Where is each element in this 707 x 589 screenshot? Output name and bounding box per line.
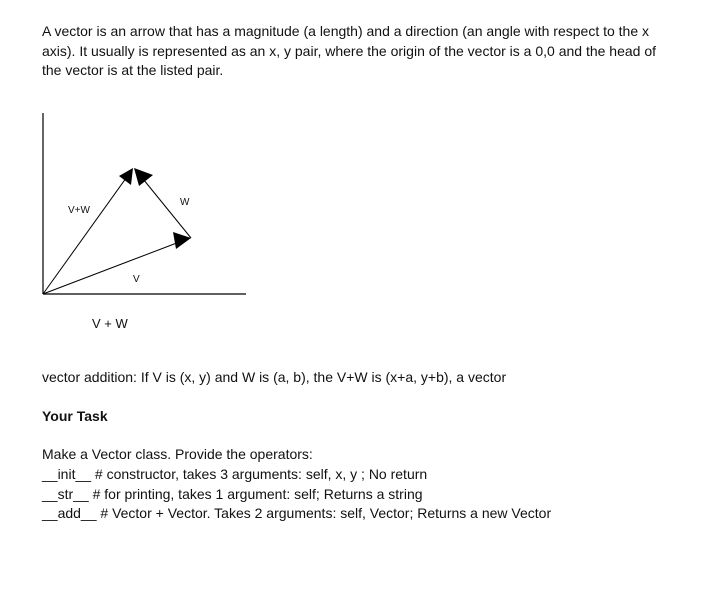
intro-paragraph: A vector is an arrow that has a magnitude (a length) and a direction (an angle with respect to the x axis). It usually is represented as an x, y pair, where the origin of the vector is a 0,0 and the head of the vector is at the listed pair. [42, 23, 657, 78]
vector-vw-arrowhead [119, 168, 133, 185]
operator-init: __init__ # constructor, takes 3 arguments: self, x, y ; No return [42, 466, 428, 482]
label-v: V [133, 274, 140, 285]
task-heading: Your Task [42, 408, 108, 424]
vector-w-arrowhead [134, 168, 153, 186]
vector-v-line [43, 241, 182, 294]
vector-addition-text: vector addition: If V is (x, y) and W is (a, b), the V+W is (x+a, y+b), a vector [42, 369, 507, 385]
label-w: W [180, 197, 190, 208]
label-vw: V+W [68, 205, 90, 216]
operator-add: __add__ # Vector + Vector. Takes 2 arguments: self, Vector; Returns a new Vector [42, 505, 552, 521]
operator-list [42, 465, 551, 524]
figure-caption: V + W [92, 316, 128, 331]
task-intro: Make a Vector class. Provide the operators: [42, 446, 313, 462]
operator-str: __str__ # for printing, takes 1 argument: self; Returns a string [42, 485, 423, 502]
vector-vw-line [43, 174, 129, 294]
